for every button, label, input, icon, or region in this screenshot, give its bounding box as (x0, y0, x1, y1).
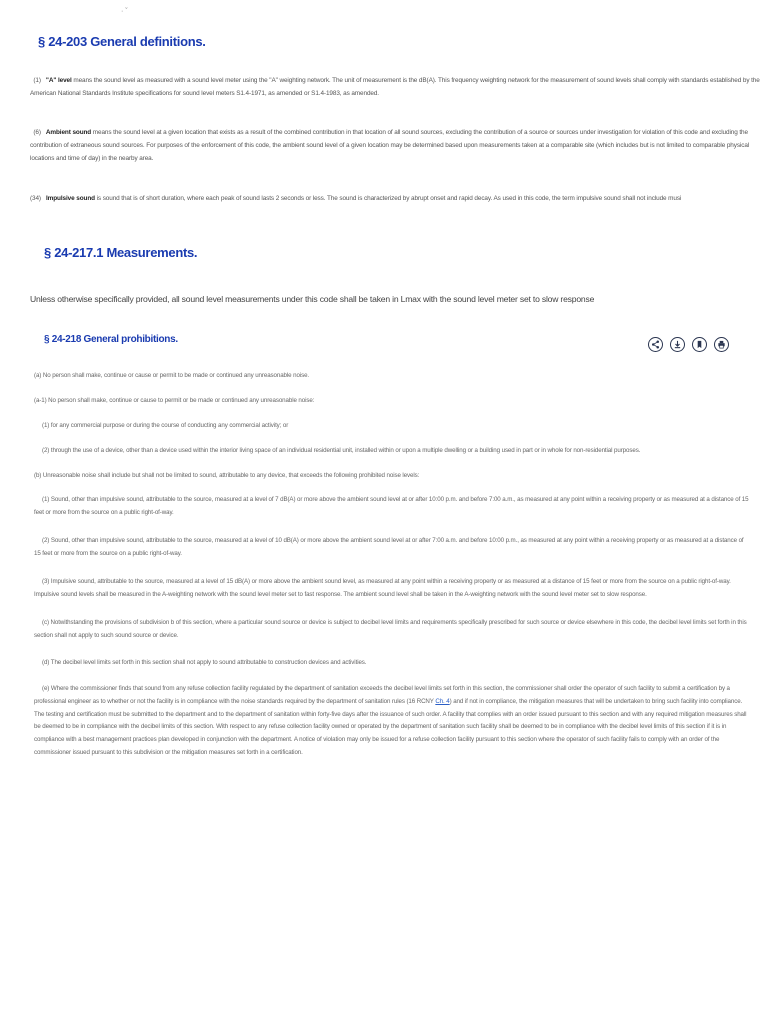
definition-text: means the sound level at a given location that exists as a result of the combined contribution in that location of all sound sources, excluding the contribution of a source or sources under investigation for violation of this code and excluding the contribution of extraneous sound sources. For purposes of the enforcement of this code, the ambient sound level of a given location may be determined based upon measurements taken at a comparable site (which includes but is not limited to comparable physical locations and time of day) in the nearby area. (30, 129, 750, 162)
definition-term: "A" level (45, 77, 72, 84)
heading-24-203: § 24-203 General definitions. (38, 34, 206, 49)
print-button[interactable] (714, 337, 729, 352)
provision-b-2: (2) Sound, other than impulsive sound, attributable to the source, measured at a level of 10 dB(A) or more above the ambient sound level at or after 7:00 a.m. and before 10:00 p.m., as measured at any point within a receiving property or as measured at a distance of 15 feet or more from the source on a public right-of-way. (34, 537, 744, 557)
provision-b-3: (3) Impulsive sound, attributable to the source, measured at a level of 15 dB(A) or more above the ambient sound level, as measured at any point within a receiving property or as measured at a distance of 15 feet or more from the source on a public right-of-way. Impulsive sound levels shall be measured in the A-weighting network with the sound level meter set to fast response. The ambient sound level shall be taken in the A-weighting network with the sound level meter set to slow response. (34, 578, 731, 598)
heading-24-217-1: § 24-217.1 Measurements. (44, 245, 198, 260)
provision-a-1-1: (1) for any commercial purpose or during the course of conducting any commercial activity; or (42, 422, 289, 429)
definition-text: is sound that is of short duration, where each peak of sound lasts 2 seconds or less. The sound is characterized by abrupt onset and rapid decay. As used in this code, the term impulsive sound shall not include musi (94, 195, 682, 202)
section-toolbar (648, 337, 729, 352)
share-icon (651, 340, 660, 349)
top-mark: · ˇ (121, 8, 128, 15)
definition-text: means the sound level as measured with a sound level meter using the "A" weighting network. The unit of measurement is the dB(A). This frequency weighting network for the measurement of sound levels shall comply with standards established by the American National Standards Institute specifications for sound level meters S1.4-1971, as amended or S1.4-1983, as amended. (30, 77, 760, 97)
provision-a: (a) No person shall make, continue or cause or permit to be made or continued any unreasonable noise. (34, 372, 310, 379)
provision-c: (c) Notwithstanding the provisions of subdivision b of this section, where a particular sound source or device is subject to decibel level limits and requirements specifically prescribed for such source or device elsewhere in this code, the decibel level limits set forth in this section shall not apply to such sound source or device. (34, 619, 747, 639)
heading-24-218: § 24-218 General prohibitions. (44, 334, 178, 345)
provision-a-1-2: (2) through the use of a device, other than a device used within the interior living space of an individual residential unit, installed within or upon a multiple dwelling or a building used in part or in whole for non-residential purposes. (42, 447, 641, 454)
definition-a-level (30, 74, 760, 100)
provision-e (34, 683, 750, 760)
definition-number: (1) (33, 77, 41, 84)
definition-term: Ambient sound (45, 129, 92, 136)
measurements-text: Unless otherwise specifically provided, all sound level measurements under this code shall be taken in Lmax with the sound level meter set to slow response (30, 294, 595, 304)
share-button[interactable] (648, 337, 663, 352)
chapter-4-link[interactable]: Ch. 4 (435, 697, 450, 705)
definition-number: (6) (33, 129, 41, 136)
provision-a-1: (a-1) No person shall make, continue or cause to permit or be made or continued any unreasonable noise: (34, 397, 315, 404)
provision-d: (d) The decibel level limits set forth in this section shall not apply to sound attributable to construction devices and activities. (42, 659, 367, 666)
provision-b-1: (1) Sound, other than impulsive sound, attributable to the source, measured at a level of 7 dB(A) or more above the ambient sound level at or after 10:00 p.m. and before 7:00 a.m., as measured at any point within a receiving property or as measured at a distance of 15 feet or more from the source on a public right-of-way. (34, 496, 749, 516)
provision-e-text: (e) Where the commissioner finds that sound from any refuse collection facility regulated by the department of sanitation exceeds the decibel level limits set forth in this section, the commissioner shall order the operator of such facility to submit a certification by a professional engineer as to whether or not the facility is in compliance with the noise standards required by the department of sanitation rules (16 RCNY (34, 685, 730, 705)
print-icon (717, 340, 726, 349)
definition-impulsive-sound (30, 192, 760, 205)
download-icon (673, 340, 682, 349)
download-button[interactable] (670, 337, 685, 352)
definition-number: (34) (30, 195, 41, 202)
provision-b: (b) Unreasonable noise shall include but shall not be limited to sound, attributable to any device, that exceeds the following prohibited noise levels: (34, 472, 420, 479)
definition-ambient-sound (30, 126, 760, 165)
bookmark-button[interactable] (692, 337, 707, 352)
bookmark-icon (695, 340, 704, 349)
definition-term: Impulsive sound (46, 195, 95, 202)
provision-e-text-cont: ) and if not in compliance, the mitigation measures that will be undertaken to bring such facility into compliance. The testing and certification must be submitted to the department and to the department of sanitation within forty-five days after the issuance of such order. A facility that complies with an order issued pursuant to this section and with any required mitigation measures shall be deemed to be in compliance with the decibel limits of this section. With respect to any refuse collection facility owned or operated by the department of sanitation such facility shall be deemed to be in compliance with the decibel level limits of this section if it is in compliance with a best management practices plan developed in conjunction with the department. A notice of violation may only be issued for a refuse collection facility pursuant to this section where the operator of such facility fails to comply with an order of the commissioner issued pursuant to this subdivision or the mitigation measures set forth in a certification. (34, 697, 747, 756)
